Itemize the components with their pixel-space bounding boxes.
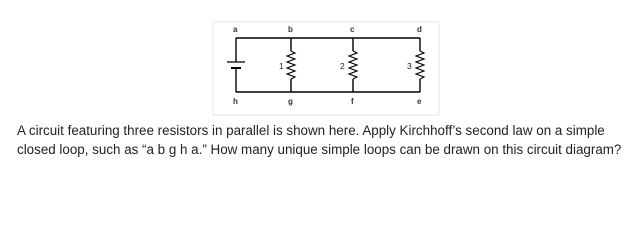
node-label-d: d <box>417 25 422 34</box>
node-label-e: e <box>417 97 422 106</box>
resistor-1-zigzag <box>287 51 295 79</box>
diagram-frame <box>213 22 439 115</box>
resistor-label-2: 2 <box>340 61 345 71</box>
node-label-h: h <box>233 97 238 106</box>
node-label-f: f <box>351 97 354 106</box>
node-label-g: g <box>288 97 293 106</box>
node-label-c: c <box>350 25 355 34</box>
resistor-3-zigzag <box>416 51 424 79</box>
resistor-label-1: 1 <box>279 61 284 71</box>
resistor-2-branch <box>349 38 357 92</box>
node-label-a: a <box>233 25 238 34</box>
resistor-label-3: 3 <box>407 61 412 71</box>
question-text: A circuit featuring three resistors in parallel is shown here. Apply Kirchhoff’s second law on a simple closed loop, such as “a b g h a.” How many unique simple loops can be drawn on this circuit diagram? <box>17 123 622 157</box>
node-label-b: b <box>288 25 293 34</box>
resistor-1-branch <box>287 38 295 92</box>
battery-branch <box>227 38 245 92</box>
resistor-2-zigzag <box>349 51 357 79</box>
circuit-figure <box>0 0 631 118</box>
resistor-3-branch <box>416 38 424 92</box>
